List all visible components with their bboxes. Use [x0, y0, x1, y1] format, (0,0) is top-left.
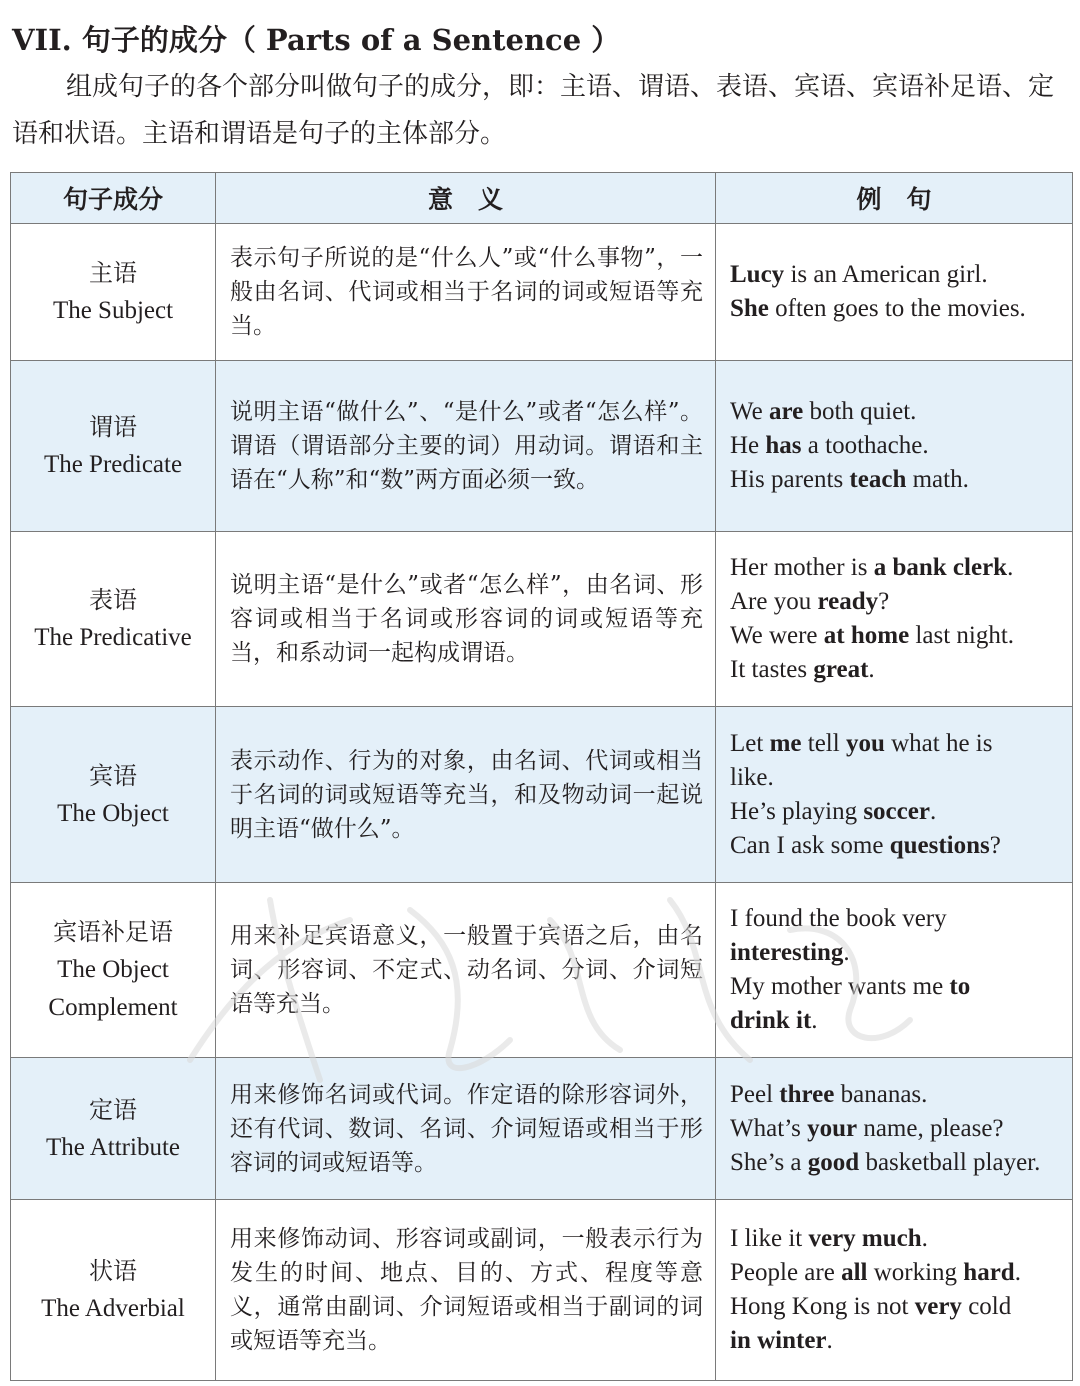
example-text: often goes to the movies. — [768, 295, 1026, 322]
example-highlight: questions — [889, 831, 990, 859]
example-highlight: soccer — [863, 797, 930, 825]
table-body — [11, 224, 1073, 1381]
example-text: Hong Kong is not — [730, 1293, 915, 1320]
example-text: basketball player. — [859, 1148, 1041, 1176]
table-row — [11, 707, 1073, 883]
component-english-name: The Predicative — [34, 624, 192, 651]
component-name-cell — [11, 532, 216, 707]
component-name-cell — [11, 1200, 216, 1381]
example-text: . — [1007, 554, 1014, 581]
example-text: I like it — [730, 1225, 809, 1252]
example-text: cold — [961, 1293, 1012, 1320]
example-highlight: She — [730, 295, 769, 322]
intro-paragraph: 组成句子的各个部分叫做句子的成分，即：主语、谓语、表语、宾语、宾语补足语、定语和状语。主语和谓语是句子的主体部分。 — [12, 72, 1055, 149]
example-highlight: three — [779, 1080, 835, 1108]
meaning-cell: 用来修饰动词、形容词或副词，一般表示行为发生的时间、地点、目的、方式、程度等意义，通常由副词、介词短语或相当于副词的词或短语等充当。 — [216, 1200, 716, 1381]
example-text: My mother wants me — [730, 973, 950, 1000]
table-header-row — [11, 173, 1073, 224]
section-heading: VII. 句子的成分（ Parts of a Sentence ） — [12, 23, 621, 57]
component-english-name: The Object — [57, 799, 169, 827]
example-line — [730, 395, 1064, 429]
example-text: People are — [730, 1259, 842, 1286]
sentence-parts-table — [10, 172, 1073, 1381]
example-line — [730, 761, 1064, 795]
component-chinese-name: 表语 — [89, 586, 137, 614]
table-row — [11, 361, 1073, 532]
example-line — [730, 1256, 1064, 1290]
example-highlight: good — [807, 1148, 860, 1176]
component-name-cell — [11, 707, 216, 883]
component-chinese-name: 谓语 — [89, 413, 137, 441]
example-text: name, please? — [857, 1114, 1004, 1142]
examples-cell — [716, 707, 1073, 883]
example-line — [730, 1112, 1064, 1146]
header-component: 句子成分 — [11, 173, 216, 224]
example-line — [730, 1146, 1064, 1180]
example-text: He’s playing — [730, 797, 864, 825]
example-line — [730, 936, 1064, 970]
example-text: like. — [730, 763, 774, 791]
table-row — [11, 1200, 1073, 1381]
example-text: . — [929, 797, 937, 825]
example-highlight: to — [949, 973, 971, 1000]
meaning-cell: 用来补足宾语意义，一般置于宾语之后，由名词、形容词、不定式、动名词、分词、介词短语等充当。 — [216, 883, 716, 1058]
example-highlight: me — [769, 729, 802, 757]
example-text: . — [1014, 1259, 1021, 1286]
example-highlight: you — [845, 729, 885, 757]
example-text: We were — [730, 622, 824, 649]
component-chinese-name: 宾语 — [89, 761, 137, 790]
table-row — [11, 883, 1073, 1058]
example-text: She’s a — [730, 1148, 808, 1176]
example-line — [730, 1078, 1064, 1112]
component-name-cell — [11, 224, 216, 361]
example-text: tell — [801, 729, 846, 757]
component-chinese-name: 状语 — [89, 1257, 137, 1285]
example-text: both quiet. — [803, 398, 917, 425]
example-line — [730, 970, 1064, 1004]
example-line — [730, 551, 1064, 585]
example-line — [730, 1324, 1064, 1358]
example-text: . — [826, 1327, 833, 1354]
header-examples: 例 句 — [716, 173, 1073, 224]
example-highlight: ready — [817, 588, 879, 615]
example-highlight: at home — [823, 622, 910, 649]
example-line — [730, 1004, 1064, 1038]
example-line — [730, 463, 1064, 497]
component-chinese-name: 主语 — [89, 259, 137, 287]
example-text: Can I ask some — [730, 831, 890, 859]
example-text: His parents — [730, 466, 850, 493]
example-highlight: great — [813, 656, 869, 683]
example-line — [730, 1290, 1064, 1324]
examples-cell — [716, 361, 1073, 532]
example-text: We — [730, 398, 769, 425]
example-line — [730, 619, 1064, 653]
example-highlight: drink it — [730, 1007, 812, 1034]
example-highlight: in winter — [730, 1327, 827, 1354]
table-row — [11, 1058, 1073, 1200]
example-text: ? — [878, 588, 890, 615]
example-text: working — [867, 1259, 964, 1286]
example-text: Let — [730, 729, 770, 757]
meaning-cell: 说明主语“是什么”或者“怎么样”，由名词、形容词或相当于名词或形容词的词或短语等充当，和系动词一起构成谓语。 — [216, 532, 716, 707]
example-line — [730, 902, 1064, 936]
example-highlight: very — [914, 1293, 962, 1320]
example-highlight: a bank clerk — [873, 554, 1008, 581]
example-highlight: all — [841, 1259, 868, 1286]
example-text: bananas. — [834, 1080, 928, 1108]
component-english-name: The Predicate — [43, 451, 183, 478]
examples-cell — [716, 1200, 1073, 1381]
meaning-cell: 表示句子所说的是“什么人”或“什么事物”，一般由名词、代词或相当于名词的词或短语等充当。 — [216, 224, 716, 361]
table-row — [11, 532, 1073, 707]
example-text: What’s — [730, 1114, 808, 1142]
example-line — [730, 1222, 1064, 1256]
example-highlight: hard — [963, 1259, 1015, 1286]
component-english-name: The Adverbial — [41, 1295, 185, 1322]
example-text: . — [811, 1007, 818, 1034]
example-highlight: your — [807, 1114, 858, 1142]
examples-cell — [716, 532, 1073, 707]
example-text: ? — [989, 831, 1001, 859]
component-english-name: The Object Complement — [48, 956, 178, 1021]
example-text: . — [843, 939, 850, 966]
meaning-cell: 用来修饰名词或代词。作定语的除形容词外，还有代词、数词、名词、介词短语或相当于形容词的词或短语等。 — [216, 1058, 716, 1200]
component-name-cell — [11, 1058, 216, 1200]
example-line — [730, 258, 1064, 292]
component-name-cell — [11, 361, 216, 532]
example-text: Are you — [730, 588, 818, 615]
example-text: math. — [906, 466, 969, 493]
example-text: He — [730, 432, 766, 459]
example-line — [730, 795, 1064, 829]
component-english-name: The Subject — [52, 297, 174, 324]
examples-cell — [716, 224, 1073, 361]
example-highlight: very much — [808, 1225, 922, 1252]
example-line — [730, 429, 1064, 463]
example-text: . — [868, 656, 875, 683]
example-highlight: Lucy — [730, 261, 785, 288]
example-text: last night. — [909, 622, 1015, 649]
example-line — [730, 829, 1064, 863]
example-text: is an American girl. — [784, 261, 988, 288]
examples-cell — [716, 883, 1073, 1058]
component-chinese-name: 定语 — [89, 1095, 137, 1124]
example-text: what he is — [884, 729, 993, 757]
example-line — [730, 292, 1064, 326]
example-text: Her mother is — [730, 554, 874, 581]
meaning-cell: 表示动作、行为的对象，由名词、代词或相当于名词的词或短语等充当，和及物动词一起说明主语“做什么”。 — [216, 707, 716, 883]
example-line — [730, 653, 1064, 687]
header-meaning: 意 义 — [216, 173, 716, 224]
example-highlight: has — [765, 432, 802, 459]
example-text: Peel — [730, 1080, 780, 1108]
component-name-cell — [11, 883, 216, 1058]
example-text: a toothache. — [801, 432, 929, 459]
example-highlight: are — [768, 398, 804, 425]
example-text: I found the book very — [730, 905, 947, 932]
examples-cell — [716, 1058, 1073, 1200]
meaning-cell: 说明主语“做什么”、“是什么”或者“怎么样”。谓语（谓语部分主要的词）用动词。谓语和主语在“人称”和“数”两方面必须一致。 — [216, 361, 716, 532]
component-chinese-name: 宾语补足语 — [53, 918, 173, 946]
component-english-name: The Attribute — [46, 1133, 180, 1161]
example-text: It tastes — [730, 656, 814, 683]
example-highlight: interesting — [730, 939, 844, 966]
example-text: . — [921, 1225, 928, 1252]
example-line — [730, 585, 1064, 619]
example-highlight: teach — [849, 466, 907, 493]
example-line — [730, 727, 1064, 761]
table-row — [11, 224, 1073, 361]
